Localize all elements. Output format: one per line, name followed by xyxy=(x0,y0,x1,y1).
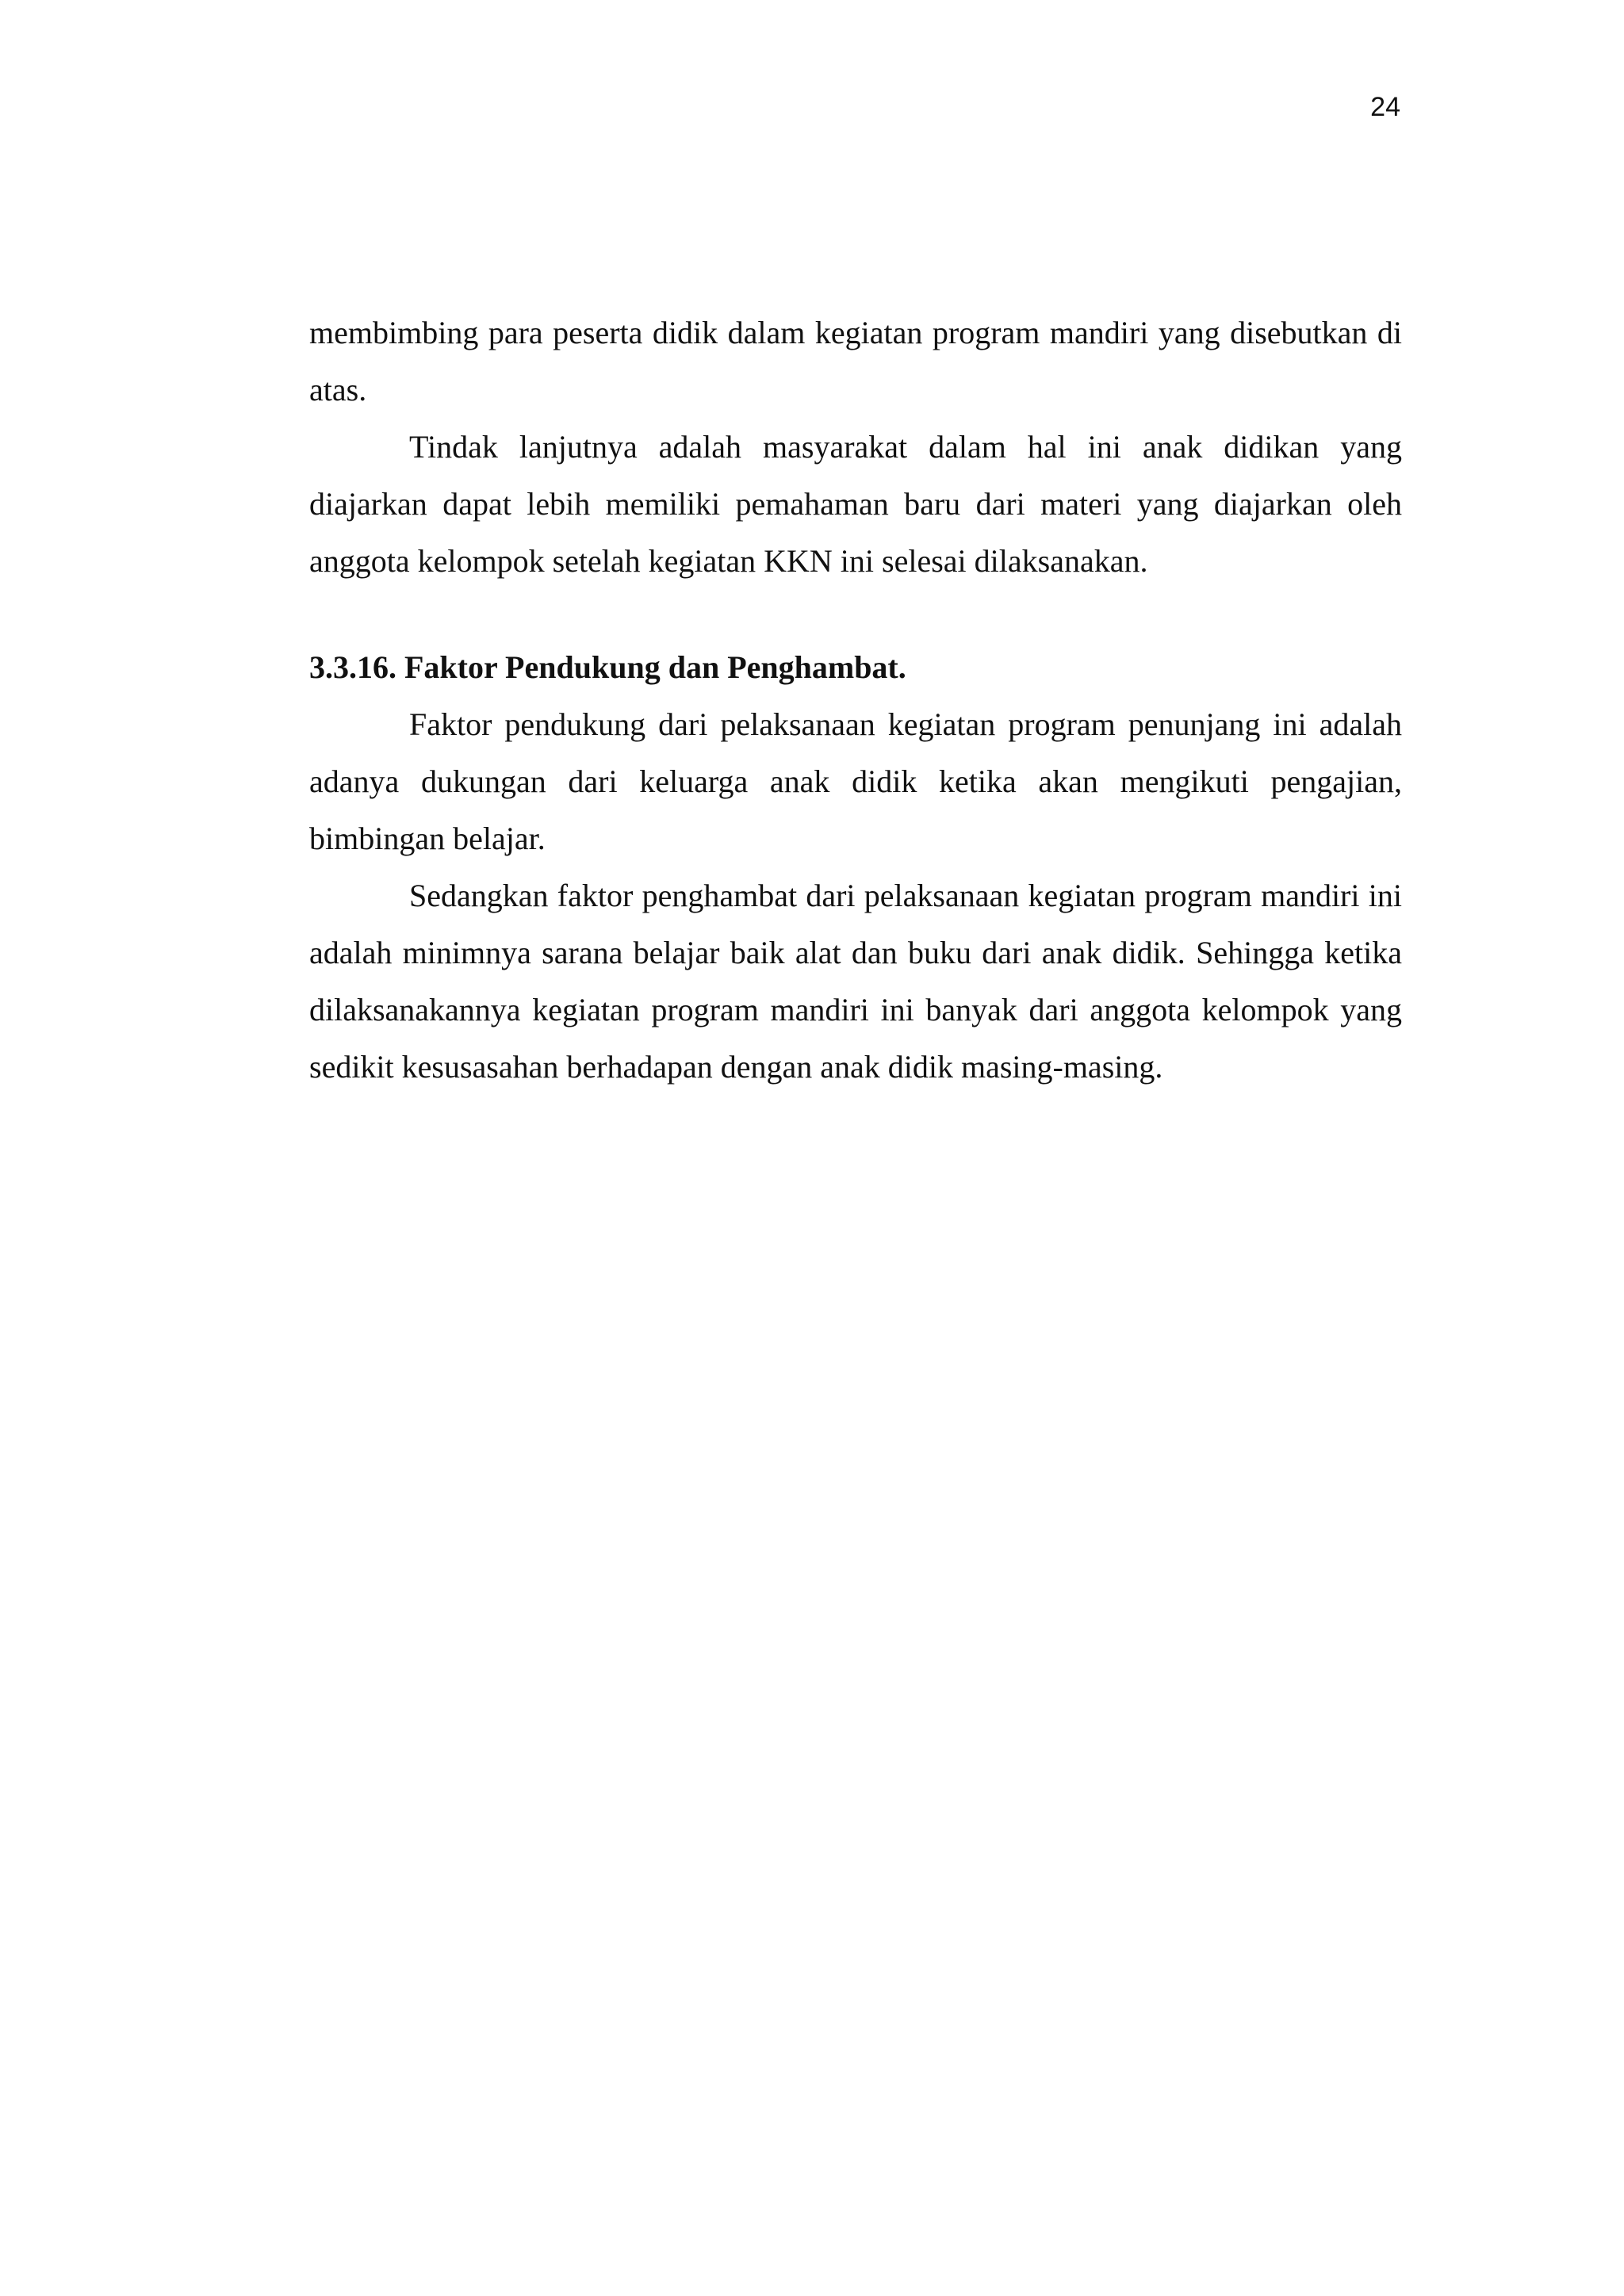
section-heading: 3.3.16. Faktor Pendukung dan Penghambat. xyxy=(309,649,906,685)
paragraph-follow-up: Tindak lanjutnya adalah masyarakat dalam hal ini anak didikan yang diajarkan dapat lebih memiliki pemahaman baru dari materi yang diajarkan oleh anggota kelompok setelah kegiatan KKN ini selesai dilaksanakan. xyxy=(309,429,1402,579)
page-number: 24 xyxy=(1370,92,1400,122)
paragraph-continuation: membimbing para peserta didik dalam kegiatan program mandiri yang disebutkan di atas. xyxy=(309,315,1402,408)
paragraph-inhibiting-factors: Sedangkan faktor penghambat dari pelaksanaan kegiatan program mandiri ini adalah minimnya sarana belajar baik alat dan buku dari anak didik. Sehingga ketika dilaksanakannya kegiatan program mandiri ini banyak dari anggota kelompok yang sedikit kesusasahan berhadapan dengan anak didik masing-masing. xyxy=(309,878,1402,1085)
document-body xyxy=(309,304,1402,1096)
paragraph-supporting-factors: Faktor pendukung dari pelaksanaan kegiatan program penunjang ini adalah adanya dukungan dari keluarga anak didik ketika akan mengikuti pengajian, bimbingan belajar. xyxy=(309,706,1402,856)
